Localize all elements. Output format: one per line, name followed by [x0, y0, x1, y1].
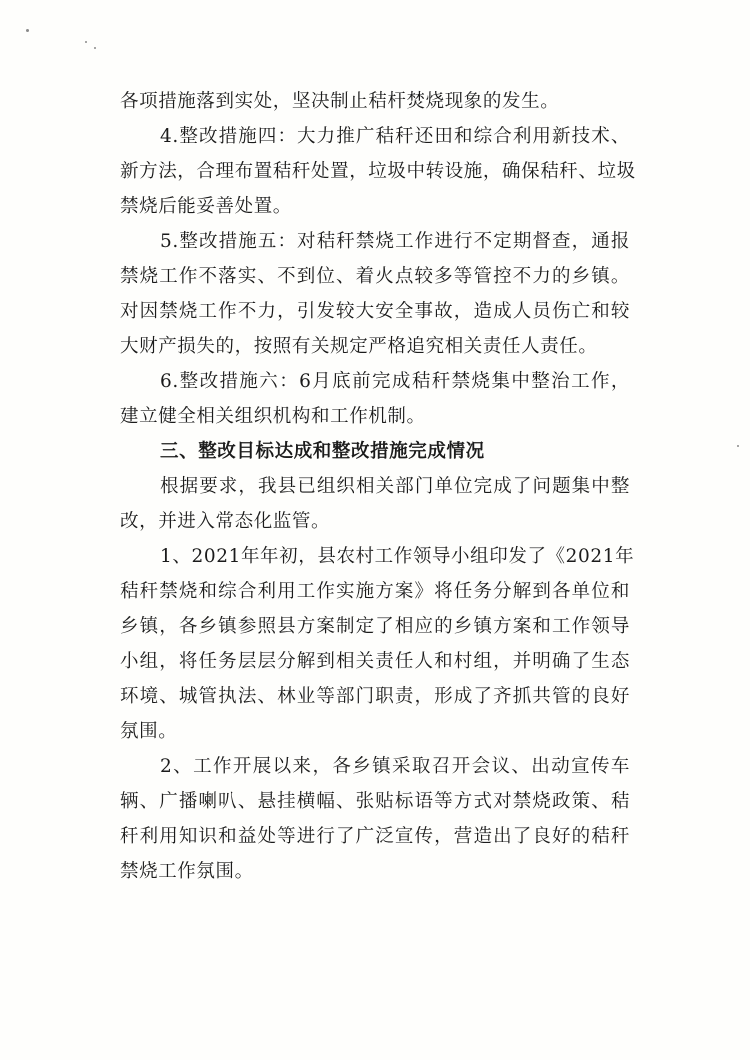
measure-5-line: 大财产损失的，按照有关规定严格追究相关责任人责任。: [120, 336, 598, 357]
scan-speck: [737, 445, 739, 447]
measure-5-line: 禁烧工作不落实、不到位、着火点较多等管控不力的乡镇。: [120, 266, 630, 287]
measure-4-line: 禁烧后能妥善处置。: [120, 196, 292, 217]
item-1-line: 1、2021年年初，县农村工作领导小组印发了《2021年: [160, 546, 635, 567]
measure-4-line: 新方法，合理布置秸秆处置，垃圾中转设施，确保秸秆、垃圾: [120, 161, 636, 182]
scan-speck: [26, 29, 29, 32]
item-1-line: 乡镇，各乡镇参照县方案制定了相应的乡镇方案和工作领导: [120, 616, 630, 637]
item-2-line: 2、工作开展以来，各乡镇采取召开会议、出动宣传车: [160, 756, 630, 777]
measure-4-line: 4.整改措施四：大力推广秸秆还田和综合利用新技术、: [160, 126, 630, 147]
item-1-line: 环境、城管执法、林业等部门职责，形成了齐抓共管的良好: [120, 686, 630, 707]
measure-5-line: 对因禁烧工作不力，引发较大安全事故，造成人员伤亡和较: [120, 301, 630, 322]
item-1-line: 小组，将任务层层分解到相关责任人和村组，并明确了生态: [120, 651, 630, 672]
item-2-line: 辆、广播喇叭、悬挂横幅、张贴标语等方式对禁烧政策、秸: [120, 791, 630, 812]
intro-line: 根据要求，我县已组织相关部门单位完成了问题集中整: [160, 476, 630, 497]
scan-speck: [94, 47, 96, 49]
intro-line: 改，并进入常态化监管。: [120, 511, 331, 532]
measure-6-line: 建立健全相关组织机构和工作机制。: [120, 406, 426, 427]
section-heading: 三、整改目标达成和整改措施完成情况: [160, 441, 485, 462]
document-body: [120, 84, 636, 889]
scan-speck: [85, 41, 87, 43]
measure-5-line: 5.整改措施五：对秸秆禁烧工作进行不定期督查，通报: [160, 231, 630, 252]
item-1-line: 氛围。: [120, 721, 178, 742]
item-1-line: 秸秆禁烧和综合利用工作实施方案》将任务分解到各单位和: [120, 581, 630, 602]
item-2-line: 秆利用知识和益处等进行了广泛宣传，营造出了良好的秸秆: [120, 826, 630, 847]
measure-6-line: 6.整改措施六：6月底前完成秸秆禁烧集中整治工作，: [160, 371, 630, 392]
item-2-line: 禁烧工作氛围。: [120, 861, 254, 882]
body-line: 各项措施落到实处，坚决制止秸杆焚烧现象的发生。: [120, 91, 560, 112]
